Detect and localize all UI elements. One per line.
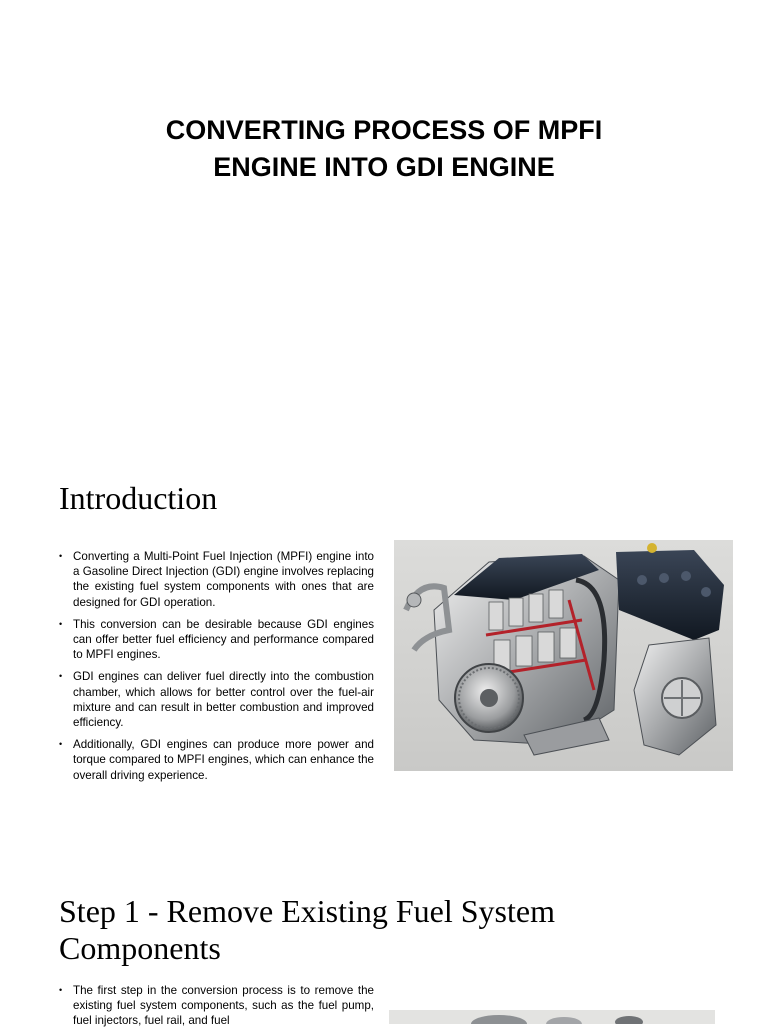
list-item (59, 669, 374, 730)
introduction-bullet-list (59, 549, 374, 790)
list-item (59, 549, 374, 610)
bullet-text: Additionally, GDI engines can produce more power and torque compared to MPFI engines, which can enhance the overall driving experience. (73, 738, 374, 782)
bullet-text: GDI engines can deliver fuel directly into the combustion chamber, which allows for better control over the fuel-air mixture and can result in better combustion and improved efficiency. (73, 670, 374, 730)
bullet-icon: • (59, 618, 63, 629)
bullet-icon: • (59, 551, 63, 561)
introduction-heading: Introduction (59, 480, 218, 516)
title-line-2: ENGINE INTO GDI ENGINE (213, 152, 555, 182)
step1-heading (59, 893, 555, 967)
step1-slide (0, 864, 768, 1028)
engine-part-icon (389, 1010, 715, 1024)
engine-icon (394, 540, 733, 771)
step1-heading-line-2: Components (59, 930, 221, 966)
engine-cutaway-photo (394, 540, 733, 771)
list-item (59, 617, 374, 663)
step1-bullet-list (59, 983, 374, 1036)
bullet-text: This conversion can be desirable because GDI engines can offer better fuel efficiency and performance compared to MPFI engines. (73, 617, 374, 662)
engine-part-photo (389, 1010, 715, 1024)
title-slide (0, 0, 768, 432)
list-item (59, 737, 374, 783)
bullet-icon: • (59, 985, 63, 995)
step1-heading-line-1: Step 1 - Remove Existing Fuel System (59, 893, 555, 929)
bullet-icon: • (59, 739, 63, 750)
bullet-text: Converting a Multi-Point Fuel Injection (MPFI) engine into a Gasoline Direct Injection (GDI) engine involves replacing the existing fuel system components with ones that are designed for GDI operation. (73, 550, 374, 609)
title-line-1: CONVERTING PROCESS OF MPFI (165, 115, 603, 145)
introduction-slide (0, 432, 768, 864)
list-item (59, 983, 374, 1029)
bullet-text: The first step in the conversion process is to remove the existing fuel system components, such as the fuel pump, fuel injectors, fuel rail, and fuel (73, 984, 374, 1028)
presentation-title (0, 112, 768, 186)
bullet-icon: • (59, 671, 63, 682)
